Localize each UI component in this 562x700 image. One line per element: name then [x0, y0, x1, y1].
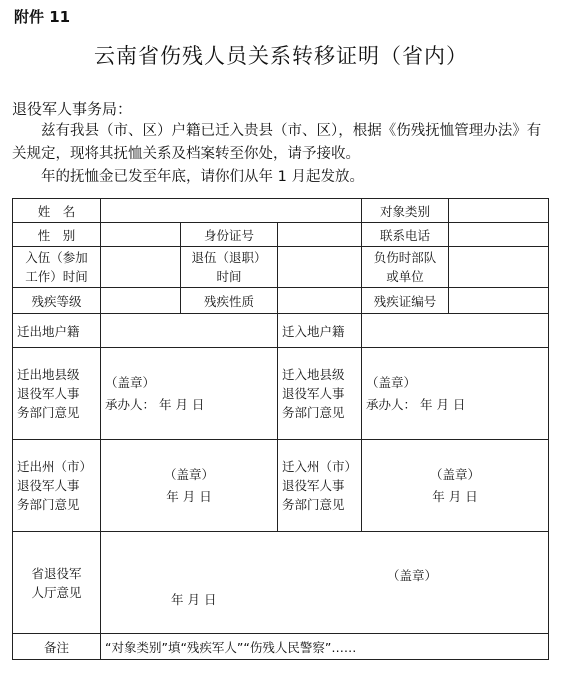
- transfer-form-table: [12, 198, 549, 660]
- province-stamp: （盖章）: [387, 568, 438, 583]
- letter-paragraph-1: 兹有我县（市、区）户籍已迁入贵县（市、区），根据《伤残抚恤管理办法》有关规定，现将其抚恤关系及档案转至你处，请予接收。: [12, 123, 542, 162]
- object-type-label: 对象类别: [362, 199, 449, 223]
- province-opinion-area[interactable]: [101, 532, 549, 634]
- out-prefecture-opinion-label: 迁出州（市） 退役军人事 务部门意见: [13, 440, 101, 532]
- phone-value[interactable]: [449, 223, 549, 247]
- letter-paragraph-2: 年的抚恤金已发至年底，请你们从年 1 月起发放。: [41, 169, 364, 185]
- enlist-time-label: 入伍（参加 工作）时间: [13, 247, 101, 288]
- in-county-opinion-label: 迁入地县级 退役军人事 务部门意见: [278, 348, 362, 440]
- disability-level-value[interactable]: [101, 288, 181, 314]
- in-county-opinion-area[interactable]: [362, 348, 549, 440]
- remark-text: “对象类别”填“残疾军人”“伤残人民警察”……: [101, 634, 549, 660]
- in-prefecture-date: 年 月 日: [432, 488, 478, 504]
- province-date: 年 月 日: [171, 592, 217, 607]
- in-county-handler: 承办人： 年 月 日: [366, 396, 466, 412]
- injury-unit-value[interactable]: [449, 247, 549, 288]
- disability-cert-label: 残疾证编号: [362, 288, 449, 314]
- out-county-handler: 承办人： 年 月 日: [105, 396, 205, 412]
- in-prefecture-opinion-label: 迁入州（市） 退役军人事 务部门意见: [278, 440, 362, 532]
- injury-unit-label: 负伤时部队 或单位: [362, 247, 449, 288]
- out-prefecture-opinion-area[interactable]: [101, 440, 278, 532]
- phone-label: 联系电话: [362, 223, 449, 247]
- disability-nature-label: 残疾性质: [181, 288, 278, 314]
- retire-time-label: 退伍（退职） 时间: [181, 247, 278, 288]
- in-prefecture-opinion-area[interactable]: [362, 440, 549, 532]
- remark-label: 备注: [13, 634, 101, 660]
- addressee: 退役军人事务局：: [12, 100, 133, 118]
- disability-nature-value[interactable]: [278, 288, 362, 314]
- out-prefecture-date: 年 月 日: [166, 488, 212, 504]
- annex-number: 附件 11: [14, 8, 71, 26]
- enlist-time-value[interactable]: [101, 247, 181, 288]
- name-label: 姓 名: [13, 199, 101, 223]
- in-household-label: 迁入地户籍: [278, 314, 362, 348]
- out-county-opinion-area[interactable]: [101, 348, 278, 440]
- in-prefecture-stamp: （盖章）: [429, 466, 480, 482]
- gender-label: 性 别: [13, 223, 101, 247]
- out-household-value[interactable]: [101, 314, 278, 348]
- in-household-value[interactable]: [362, 314, 549, 348]
- disability-level-label: 残疾等级: [13, 288, 101, 314]
- out-household-label: 迁出地户籍: [13, 314, 101, 348]
- disability-cert-value[interactable]: [449, 288, 549, 314]
- id-number-label: 身份证号: [181, 223, 278, 247]
- province-opinion-label: 省退役军 人厅意见: [13, 532, 101, 634]
- retire-time-value[interactable]: [278, 247, 362, 288]
- document-title: 云南省伤残人员关系转移证明（省内）: [94, 44, 468, 68]
- in-county-stamp: （盖章）: [366, 374, 417, 390]
- out-county-stamp: （盖章）: [105, 374, 156, 390]
- out-prefecture-stamp: （盖章）: [163, 466, 214, 482]
- id-number-value[interactable]: [278, 223, 362, 247]
- gender-value[interactable]: [101, 223, 181, 247]
- out-county-opinion-label: 迁出地县级 退役军人事 务部门意见: [13, 348, 101, 440]
- name-value[interactable]: [101, 199, 362, 223]
- object-type-value[interactable]: [449, 199, 549, 223]
- letter-body: [12, 120, 552, 189]
